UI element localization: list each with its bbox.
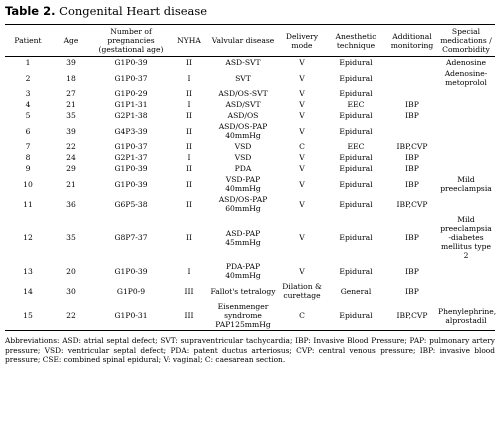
cell-age: 35 bbox=[66, 233, 76, 242]
cell-valvular-disease: PDA-PAP 40mmHg bbox=[225, 262, 261, 280]
table-header-row bbox=[5, 25, 495, 57]
cell-patient: 1 bbox=[25, 58, 31, 67]
cell-anesthetic-technique: Epidural bbox=[339, 164, 373, 173]
cell-nyha: I bbox=[187, 73, 191, 83]
table-row bbox=[5, 301, 495, 331]
cell-nyha: II bbox=[186, 126, 192, 136]
table-row bbox=[5, 110, 495, 121]
cell-nyha: II bbox=[186, 89, 192, 98]
cell-pregnancies: G1P0-37 bbox=[114, 142, 148, 151]
cell-patient: 8 bbox=[25, 153, 31, 162]
cell-special-medications bbox=[437, 88, 495, 99]
cell-additional-monitoring bbox=[387, 57, 437, 69]
cell-pregnancies: G1P0-39 bbox=[114, 164, 148, 173]
cell-patient: 9 bbox=[25, 164, 31, 173]
cell-special-medications bbox=[437, 281, 495, 301]
cell-anesthetic-technique: Epidural bbox=[339, 58, 373, 67]
cell-age: 21 bbox=[66, 100, 76, 109]
cell-patient: 2 bbox=[25, 73, 31, 83]
cell-delivery-mode: V bbox=[299, 111, 305, 120]
cell-age: 20 bbox=[66, 266, 76, 276]
cell-anesthetic-technique: Epidural bbox=[339, 73, 373, 83]
cell-additional-monitoring: IBP bbox=[405, 164, 419, 173]
table-row bbox=[5, 99, 495, 110]
cell-additional-monitoring: IBP bbox=[405, 153, 419, 162]
header-age: Age bbox=[51, 25, 91, 57]
cell-patient: 3 bbox=[25, 89, 31, 98]
cell-additional-monitoring bbox=[387, 88, 437, 99]
cell-nyha: II bbox=[186, 233, 192, 242]
cell-delivery-mode: V bbox=[299, 89, 305, 98]
cell-special-medications bbox=[437, 99, 495, 110]
cell-anesthetic-technique: Epidural bbox=[339, 199, 373, 209]
cell-pregnancies: G1P0-39 bbox=[114, 58, 148, 67]
cell-nyha: III bbox=[171, 301, 207, 331]
cell-anesthetic-technique: Epidural bbox=[339, 153, 373, 162]
cell-anesthetic-technique: Epidural bbox=[339, 126, 373, 136]
table-caption: Congenital Heart disease bbox=[59, 4, 208, 18]
cell-anesthetic-technique: Epidural bbox=[339, 179, 373, 189]
table-label: Table 2. bbox=[5, 4, 56, 18]
cell-nyha: I bbox=[187, 266, 191, 276]
cell-special-medications: Mild preeclampsia bbox=[440, 175, 492, 193]
cell-patient: 10 bbox=[23, 179, 33, 189]
cell-nyha: II bbox=[186, 199, 192, 209]
cell-delivery-mode: C bbox=[299, 142, 305, 151]
cell-special-medications bbox=[437, 163, 495, 174]
table-row bbox=[5, 88, 495, 99]
cell-additional-monitoring: IBP bbox=[405, 179, 419, 189]
header-special-medications: Special medications / Comorbidity bbox=[437, 25, 495, 57]
cell-additional-monitoring: IBP bbox=[405, 111, 419, 120]
cell-anesthetic-technique: Epidural bbox=[339, 266, 373, 276]
header-valvular-disease: Valvular disease bbox=[207, 25, 279, 57]
cell-age: 30 bbox=[66, 286, 76, 296]
cell-pregnancies: G1P0-39 bbox=[114, 179, 148, 189]
table-row bbox=[5, 68, 495, 88]
cell-delivery-mode: V bbox=[299, 58, 305, 67]
cell-patient: 14 bbox=[23, 286, 33, 296]
cell-valvular-disease: ASD/OS-PAP 60mmHg bbox=[218, 195, 268, 213]
cell-age: 39 bbox=[66, 126, 76, 136]
cell-delivery-mode: V bbox=[299, 233, 305, 242]
cell-valvular-disease: VSD-PAP 40mmHg bbox=[225, 175, 261, 193]
header-delivery-mode: Delivery mode bbox=[279, 25, 325, 57]
cell-age: 21 bbox=[66, 179, 76, 189]
cell-delivery-mode: V bbox=[299, 126, 305, 136]
cell-special-medications: Phenylephrine, alprostadil bbox=[437, 301, 495, 331]
cell-pregnancies: G4P3-39 bbox=[114, 126, 148, 136]
abbreviations-footnote: Abbreviations: ASD: atrial septal defect; SVT: supraventricular tachycardia; IBP: Invasive Blood Pressure; PAP: pulmonary artery pressure; VSD: ventricular septal defect; PDA: patent ductus arteriosus; CVP: central venous pressure; IBP: invasive blood pressure; CSE: combined spinal epidural; V: vaginal; C: caesarean section. bbox=[5, 336, 495, 365]
cell-valvular-disease: VSD bbox=[234, 142, 252, 151]
cell-nyha: I bbox=[187, 100, 191, 109]
cell-age: 27 bbox=[66, 89, 76, 98]
cell-anesthetic-technique: General bbox=[340, 286, 372, 296]
cell-additional-monitoring: IBP bbox=[405, 233, 419, 242]
cell-age: 35 bbox=[66, 111, 76, 120]
cell-delivery-mode: V bbox=[299, 100, 305, 109]
congenital-heart-disease-table bbox=[5, 24, 495, 331]
cell-valvular-disease: VSD bbox=[234, 153, 252, 162]
cell-additional-monitoring: IBP,CVP bbox=[396, 199, 428, 209]
cell-special-medications bbox=[437, 121, 495, 141]
header-nyha: NYHA bbox=[171, 25, 207, 57]
table-row bbox=[5, 194, 495, 214]
cell-delivery-mode: V bbox=[299, 266, 305, 276]
cell-pregnancies: G1P0-29 bbox=[114, 89, 148, 98]
cell-pregnancies: G1P0-31 bbox=[91, 301, 171, 331]
cell-pregnancies: G1P0-9 bbox=[116, 286, 146, 296]
cell-delivery-mode: V bbox=[299, 199, 305, 209]
cell-delivery-mode: C bbox=[279, 301, 325, 331]
cell-patient: 13 bbox=[23, 266, 33, 276]
cell-special-medications bbox=[437, 141, 495, 152]
table-row bbox=[5, 174, 495, 194]
cell-anesthetic-technique: Epidural bbox=[325, 301, 387, 331]
cell-age: 29 bbox=[66, 164, 76, 173]
cell-patient: 7 bbox=[25, 142, 31, 151]
cell-nyha: II bbox=[186, 142, 192, 151]
cell-pregnancies: G1P0-37 bbox=[114, 73, 148, 83]
cell-additional-monitoring: IBP,CVP bbox=[387, 301, 437, 331]
cell-valvular-disease: ASD-SVT bbox=[225, 58, 261, 67]
cell-additional-monitoring: IBP bbox=[405, 286, 419, 296]
cell-age: 18 bbox=[66, 73, 76, 83]
cell-valvular-disease: ASD/SVT bbox=[225, 100, 261, 109]
table-row bbox=[5, 281, 495, 301]
cell-nyha: II bbox=[186, 164, 192, 173]
cell-nyha: II bbox=[186, 179, 192, 189]
cell-nyha: III bbox=[184, 286, 194, 296]
header-pregnancies: Number of pregnancies (gestational age) bbox=[91, 25, 171, 57]
cell-patient: 11 bbox=[23, 199, 33, 209]
cell-special-medications: Adenosine bbox=[445, 58, 486, 67]
cell-special-medications: Adenosine-metoprolol bbox=[444, 69, 488, 87]
cell-patient: 12 bbox=[23, 233, 33, 242]
cell-special-medications bbox=[437, 152, 495, 163]
cell-additional-monitoring bbox=[387, 121, 437, 141]
cell-special-medications bbox=[437, 110, 495, 121]
cell-valvular-disease: ASD/OS-PAP 40mmHg bbox=[218, 122, 268, 140]
cell-age: 39 bbox=[66, 58, 76, 67]
cell-age: 22 bbox=[51, 301, 91, 331]
cell-patient: 5 bbox=[25, 111, 31, 120]
cell-valvular-disease: ASD/OS bbox=[227, 111, 259, 120]
cell-valvular-disease: Fallot's tetralogy bbox=[210, 286, 276, 296]
cell-pregnancies: G8P7-37 bbox=[114, 233, 148, 242]
cell-pregnancies: G2P1-38 bbox=[114, 111, 148, 120]
table-row bbox=[5, 141, 495, 152]
cell-patient: 6 bbox=[25, 126, 31, 136]
cell-pregnancies: G1P0-39 bbox=[114, 266, 148, 276]
table-row bbox=[5, 121, 495, 141]
cell-anesthetic-technique: Epidural bbox=[339, 111, 373, 120]
table-row bbox=[5, 152, 495, 163]
header-anesthetic-technique: Anesthetic technique bbox=[325, 25, 387, 57]
cell-delivery-mode: V bbox=[299, 153, 305, 162]
cell-delivery-mode: V bbox=[299, 179, 305, 189]
cell-anesthetic-technique: Epidural bbox=[339, 89, 373, 98]
cell-pregnancies: G6P5-38 bbox=[114, 199, 148, 209]
cell-special-medications bbox=[437, 261, 495, 281]
cell-nyha: II bbox=[186, 111, 192, 120]
table-row bbox=[5, 261, 495, 281]
header-additional-monitoring: Additional monitoring bbox=[387, 25, 437, 57]
cell-valvular-disease: ASD-PAP 45mmHg bbox=[225, 228, 261, 247]
document-page bbox=[5, 4, 495, 365]
cell-patient: 4 bbox=[25, 100, 31, 109]
cell-additional-monitoring: IBP bbox=[405, 266, 419, 276]
cell-age: 24 bbox=[66, 153, 76, 162]
cell-age: 22 bbox=[66, 142, 76, 151]
table-row bbox=[5, 57, 495, 69]
cell-valvular-disease: Eisenmenger syndrome PAP125mmHg bbox=[207, 301, 279, 331]
cell-additional-monitoring: IBP,CVP bbox=[396, 142, 428, 151]
cell-additional-monitoring: IBP bbox=[405, 100, 419, 109]
cell-anesthetic-technique: EEC bbox=[347, 142, 365, 151]
cell-pregnancies: G2P1-37 bbox=[114, 153, 148, 162]
cell-additional-monitoring bbox=[387, 68, 437, 88]
cell-valvular-disease: PDA bbox=[234, 164, 252, 173]
cell-delivery-mode: Dilation & curettage bbox=[282, 282, 322, 300]
cell-special-medications: Mild preeclampsia -diabetes mellitus type 2 bbox=[440, 215, 492, 260]
header-patient: Patient bbox=[5, 25, 51, 57]
cell-special-medications bbox=[437, 194, 495, 214]
table-title bbox=[5, 4, 495, 18]
cell-nyha: II bbox=[186, 58, 192, 67]
cell-anesthetic-technique: EEC bbox=[347, 100, 365, 109]
cell-valvular-disease: SVT bbox=[235, 73, 251, 83]
table-body bbox=[5, 57, 495, 331]
cell-age: 36 bbox=[66, 199, 76, 209]
cell-valvular-disease: ASD/OS-SVT bbox=[218, 89, 268, 98]
cell-delivery-mode: V bbox=[299, 164, 305, 173]
cell-nyha: I bbox=[187, 153, 191, 162]
cell-patient: 15 bbox=[5, 301, 51, 331]
cell-pregnancies: G1P1-31 bbox=[114, 100, 148, 109]
cell-delivery-mode: V bbox=[299, 73, 305, 83]
cell-anesthetic-technique: Epidural bbox=[339, 233, 373, 242]
table-row bbox=[5, 214, 495, 261]
table-row bbox=[5, 163, 495, 174]
